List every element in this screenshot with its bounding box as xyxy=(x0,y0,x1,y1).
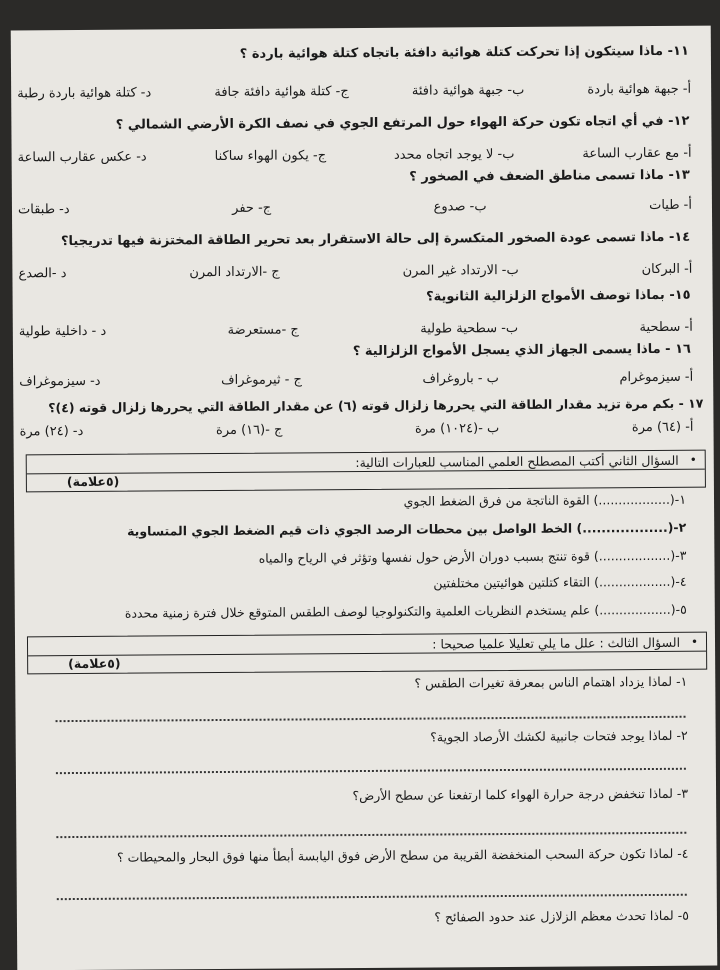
divider xyxy=(28,651,706,657)
question-11: ١١- ماذا سيتكون إذا تحركت كتلة هوائية دافئة باتجاه كتلة هوائية باردة ؟ xyxy=(239,43,689,62)
term-item-5: ٥-(..................) علم يستخدم النظريات العلمية والتكنولوجيا لوصف الطقس المتوقع خلال فترة زمنية محددة xyxy=(124,601,687,621)
answer-line-2[interactable] xyxy=(56,768,686,774)
option-c[interactable]: ج -الارتداد المرن xyxy=(189,264,280,281)
option-b[interactable]: ب- لا يوجد اتجاه محدد xyxy=(393,146,515,163)
section-3-mark: (٥علامة) xyxy=(68,655,121,672)
option-a[interactable]: أ- جبهة هوائية باردة xyxy=(587,81,692,98)
reason-question-5: ٥- لماذا تحدث معظم الزلازل عند حدود الصفائح ؟ xyxy=(434,907,689,925)
option-d[interactable]: د- (٢٤) مرة xyxy=(19,423,84,440)
option-d[interactable]: د -الصدع xyxy=(18,266,67,282)
question-12-options xyxy=(18,146,692,166)
question-12: ١٢- في أي اتجاه تكون حركة الهواء حول المرتفع الجوي في نصف الكرة الأرضي الشمالي ؟ xyxy=(115,113,690,133)
reason-question-4: ٤- لماذا تكون حركة السحب المنخفضة القريبة من سطح الأرض فوق اليابسة أبطأ منها فوق البحار والمحيطات ؟ xyxy=(116,845,689,865)
answer-line-1[interactable] xyxy=(56,716,686,722)
option-c[interactable]: ج- يكون الهواء ساكنا xyxy=(214,148,327,165)
question-17-options xyxy=(19,420,693,440)
section-2-title: السؤال الثاني أكتب المصطلح العلمي المناسب للعبارات التالية: xyxy=(355,452,679,471)
section-3-title: السؤال الثالث : علل ما يلي تعليلا علميا صحيحا : xyxy=(432,634,681,652)
option-a[interactable]: أ- سيزموغرام xyxy=(619,369,694,386)
option-c[interactable]: ج -(١٦) مرة xyxy=(215,422,283,439)
question-14: ١٤- ماذا تسمى عودة الصخور المتكسرة إلى حالة الاستقرار بعد تحرير الطاقة المختزنة فيها تدريجيا؟ xyxy=(60,229,691,250)
exam-paper xyxy=(11,26,718,970)
bullet-icon: • xyxy=(689,452,697,467)
reason-question-2: ٢- لماذا يوجد فتحات جانبية لكشك الأرصاد الجوية؟ xyxy=(430,727,688,745)
question-11-options xyxy=(17,82,691,102)
option-c[interactable]: ج- حفر xyxy=(232,200,272,216)
question-16-options xyxy=(19,370,693,390)
question-17: ١٧ - بكم مرة تزيد مقدار الطاقة التي يحررها زلزال قوته (٦) عن مقدار الطاقة التي يحررها زلزال قوته (٤)؟ xyxy=(48,395,704,416)
term-item-2: ٢-(..................) الخط الواصل بين محطات الرصد الجوي ذات قيم الضغط الجوي المتساوية xyxy=(127,519,687,539)
answer-line-4[interactable] xyxy=(57,894,687,900)
reason-question-3: ٣- لماذا تنخفض درجة حرارة الهواء كلما ارتفعنا عن سطح الأرض؟ xyxy=(352,785,689,804)
option-c[interactable]: ج - ثيرموغراف xyxy=(221,372,302,388)
option-b[interactable]: ب -(١٠٢٤) مرة xyxy=(414,421,500,437)
option-b[interactable]: ب- الارتداد غير المرن xyxy=(402,262,519,279)
section-2-mark: (٥علامة) xyxy=(66,473,120,490)
option-b[interactable]: ب- جبهة هوائية دافئة xyxy=(411,82,525,99)
question-15-options xyxy=(19,320,693,340)
option-a[interactable]: أ- مع عقارب الساعة xyxy=(582,145,692,162)
question-13-options xyxy=(18,198,692,218)
option-d[interactable]: د- طبقات xyxy=(17,202,70,218)
option-d[interactable]: د- عكس عقارب الساعة xyxy=(17,149,147,166)
reason-question-1: ١- لماذا يزداد اهتمام الناس بمعرفة تغيرات الطقس ؟ xyxy=(414,673,688,691)
question-15: ١٥- بماذا توصف الأمواج الزلزالية الثانوية؟ xyxy=(426,287,691,305)
question-13: ١٣- ماذا تسمى مناطق الضعف في الصخور ؟ xyxy=(409,167,690,185)
option-c[interactable]: ج- كتلة هوائية دافئة جافة xyxy=(214,84,349,101)
option-d[interactable]: د- سيزموغراف xyxy=(19,373,101,390)
term-item-1: ١-(..................) القوة الناتجة من فرق الضغط الجوي xyxy=(403,491,687,509)
option-a[interactable]: أ- سطحية xyxy=(639,319,693,336)
option-a[interactable]: أ- البركان xyxy=(641,261,693,278)
term-item-3: ٣-(..................) قوة تنتج بسبب دوران الأرض حول نفسها وتؤثر في الرياح والمياه xyxy=(258,547,687,566)
option-b[interactable]: ب- صدوع xyxy=(433,199,487,215)
question-14-options xyxy=(18,262,692,282)
section-2-header xyxy=(26,450,706,493)
option-d[interactable]: د- كتلة هوائية باردة رطبة xyxy=(17,85,152,102)
option-d[interactable]: د - داخلية طولية xyxy=(18,323,107,340)
answer-line-3[interactable] xyxy=(56,832,686,838)
term-item-4: ٤-(..................) التقاء كتلتين هوائيتين مختلفتين xyxy=(433,573,687,591)
option-b[interactable]: ب- سطحية طولية xyxy=(420,320,519,337)
question-16: ١٦ - ماذا يسمى الجهاز الذي يسجل الأمواج الزلزالية ؟ xyxy=(352,341,692,360)
bullet-icon: • xyxy=(690,634,699,649)
option-a[interactable]: أ- طيات xyxy=(649,197,693,214)
option-c[interactable]: ج -مستعرضة xyxy=(227,322,299,338)
option-b[interactable]: ب - باروغراف xyxy=(422,371,499,387)
option-a[interactable]: أ- (٦٤) مرة xyxy=(631,419,694,436)
section-3-header xyxy=(27,632,707,675)
